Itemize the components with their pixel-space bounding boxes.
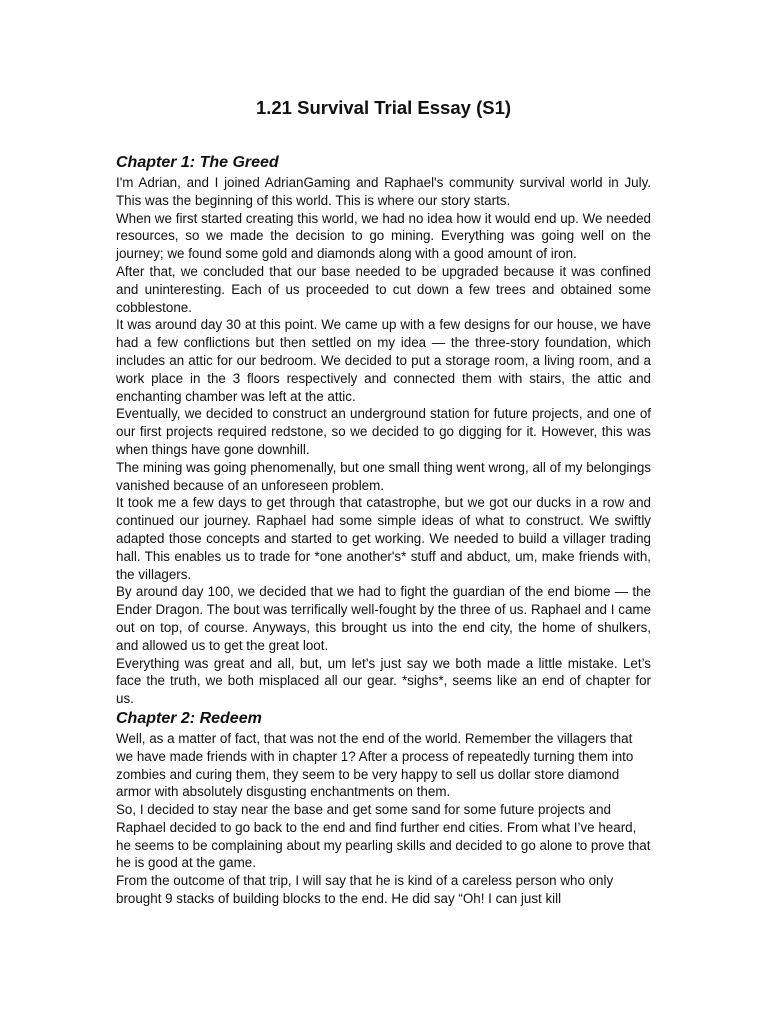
- chapter-1-paragraph-4: It was around day 30 at this point. We came up with a few designs for our house, we have had a few conflictions but then settled on my idea — the three-story foundation, which includes an attic for our bedroom. We decided to put a storage room, a living room, and a work place in the 3 floors respectively and connected them with stairs, the attic and enchanting chamber was left at the attic.: [116, 317, 651, 404]
- chapter-1-paragraph-1: I'm Adrian, and I joined AdrianGaming and Raphael's community survival world in July. This was the beginning of this world. This is where our story starts.: [116, 175, 651, 208]
- document-page: [116, 96, 651, 908]
- chapter-1-paragraph-7: It took me a few days to get through that catastrophe, but we got our ducks in a row and continued our journey. Raphael had some simple ideas of what to construct. We swiftly adapted those concepts and started to get working. We needed to build a villager trading hall. This enables us to trade for *one another's* stuff and abduct, um, make friends with, the villagers.: [116, 495, 651, 582]
- chapter-1: [116, 152, 651, 708]
- chapter-2-paragraph-1: Well, as a matter of fact, that was not the end of the world. Remember the villagers that we have made friends with in chapter 1? After a process of repeatedly turning them into zombies and curing them, they seem to be very happy to sell us dollar store diamond armor with absolutely disgusting enchantments on them.: [116, 730, 634, 800]
- chapter-1-paragraph-2: When we first started creating this world, we had no idea how it would end up. We needed resources, so we made the decision to go mining. Everything was going well on the journey; we found some gold and diamonds along with a good amount of iron.: [116, 210, 651, 262]
- chapter-1-paragraph-8: By around day 100, we decided that we had to fight the guardian of the end biome — the Ender Dragon. The bout was terrifically well-fought by the three of us. Raphael and I came out on top, of course. Anyways, this brought us into the end city, the home of shulkers, and allowed us to get the great loot.: [116, 584, 651, 653]
- chapter-2-paragraph-2: So, I decided to stay near the base and get some sand for some future projects and Raphael decided to go back to the end and find further end cities. From what I’ve heard, he seems to be complaining about my pearling skills and decided to go alone to prove that he is good at the game.: [116, 802, 651, 871]
- chapter-1-paragraph-5: Eventually, we decided to construct an underground station for future projects, and one of our first projects required redstone, so we decided to go digging for it. However, this was when things have gone downhill.: [116, 406, 651, 457]
- chapter-2-heading: Chapter 2: Redeem: [116, 709, 262, 727]
- chapter-1-paragraph-9: Everything was great and all, but, um let’s just say we both made a little mistake. Let’s face the truth, we both misplaced all our gear. *sighs*, seems like an end of chapter for us.: [116, 655, 651, 707]
- chapter-1-heading: Chapter 1: The Greed: [116, 154, 279, 171]
- chapter-2-paragraph-3: From the outcome of that trip, I will say that he is kind of a careless person who only brought 9 stacks of building blocks to the end. He did say “Oh! I can just kill: [116, 873, 614, 907]
- document-title: 1.21 Survival Trial Essay (S1): [255, 97, 512, 118]
- chapter-2: [116, 708, 651, 908]
- chapter-1-paragraph-3: After that, we concluded that our base needed to be upgraded because it was confined and uninteresting. Each of us proceeded to cut down a few trees and obtained some cobblestone.: [116, 263, 651, 315]
- chapter-1-paragraph-6: The mining was going phenomenally, but one small thing went wrong, all of my belongings vanished because of an unforeseen problem.: [116, 459, 651, 493]
